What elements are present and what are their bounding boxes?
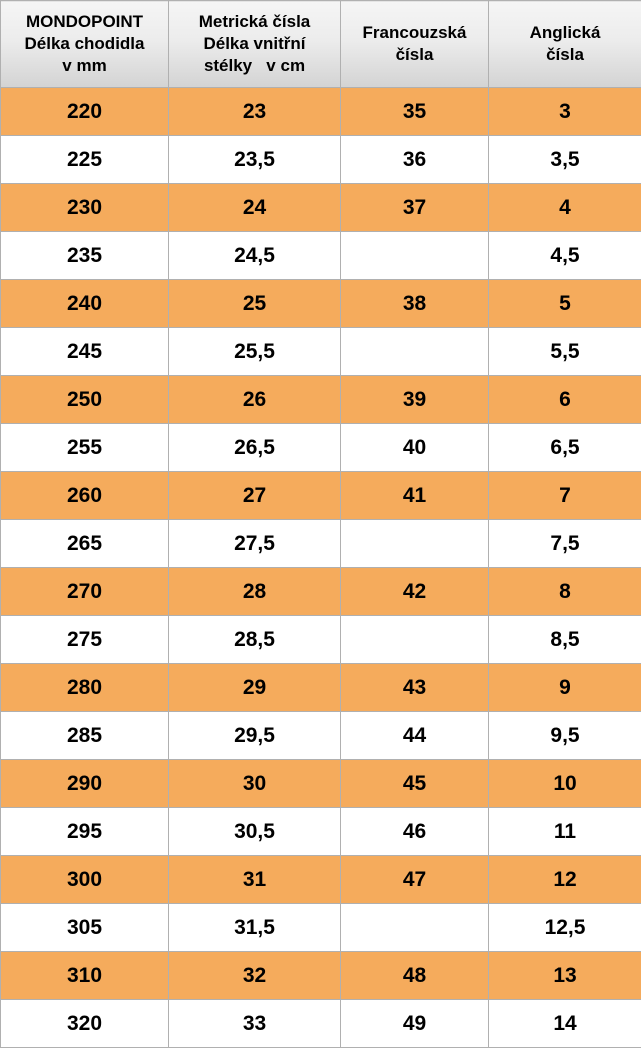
table-cell-r10-c1: 28 [169,568,341,616]
table-cell-r4-c2: 38 [341,280,489,328]
table-row [1,376,641,424]
table-cell-r6-c3: 6 [489,376,641,424]
table-cell-r16-c0: 300 [1,856,169,904]
table-row [1,616,641,664]
column-header-2-line-0: Francouzská [341,22,488,44]
table-cell-r8-c0: 260 [1,472,169,520]
column-header-3-line-0: Anglická [489,22,641,44]
table-cell-r18-c1: 32 [169,952,341,1000]
table-cell-r11-c1: 28,5 [169,616,341,664]
table-row [1,424,641,472]
table-row [1,328,641,376]
table-cell-r16-c3: 12 [489,856,641,904]
column-header-0-line-2: v mm [1,55,168,77]
table-cell-r0-c0: 220 [1,88,169,136]
table-cell-r5-c0: 245 [1,328,169,376]
table-cell-r15-c1: 30,5 [169,808,341,856]
table-cell-r3-c3: 4,5 [489,232,641,280]
table-row [1,904,641,952]
table-cell-r0-c2: 35 [341,88,489,136]
table-cell-r10-c2: 42 [341,568,489,616]
table-cell-r13-c3: 9,5 [489,712,641,760]
table-cell-r2-c0: 230 [1,184,169,232]
table-cell-r11-c3: 8,5 [489,616,641,664]
table-cell-r5-c2 [341,328,489,376]
table-cell-r7-c1: 26,5 [169,424,341,472]
table-row [1,568,641,616]
table-cell-r13-c2: 44 [341,712,489,760]
table-cell-r13-c0: 285 [1,712,169,760]
table-cell-r14-c3: 10 [489,760,641,808]
table-cell-r14-c0: 290 [1,760,169,808]
table-cell-r9-c1: 27,5 [169,520,341,568]
table-cell-r9-c0: 265 [1,520,169,568]
table-row [1,184,641,232]
table-cell-r12-c1: 29 [169,664,341,712]
column-header-1-line-2: stélky v cm [169,55,340,77]
table-cell-r7-c0: 255 [1,424,169,472]
table-cell-r1-c0: 225 [1,136,169,184]
table-row [1,88,641,136]
table-cell-r15-c2: 46 [341,808,489,856]
table-row [1,472,641,520]
table-cell-r8-c1: 27 [169,472,341,520]
table-cell-r2-c3: 4 [489,184,641,232]
table-cell-r19-c3: 14 [489,1000,641,1048]
column-header-2-line-1: čísla [341,44,488,66]
table-cell-r12-c3: 9 [489,664,641,712]
table-cell-r8-c2: 41 [341,472,489,520]
column-header-0-line-0: MONDOPOINT [1,11,168,33]
table-cell-r1-c3: 3,5 [489,136,641,184]
table-row [1,760,641,808]
table-cell-r0-c1: 23 [169,88,341,136]
table-cell-r14-c1: 30 [169,760,341,808]
table-row [1,952,641,1000]
table-cell-r11-c0: 275 [1,616,169,664]
table-row [1,856,641,904]
table-cell-r19-c0: 320 [1,1000,169,1048]
column-header-3-line-1: čísla [489,44,641,66]
table-cell-r6-c2: 39 [341,376,489,424]
table-cell-r4-c3: 5 [489,280,641,328]
table-header-row [1,1,641,88]
column-header-0 [1,1,169,88]
table-cell-r10-c3: 8 [489,568,641,616]
table-cell-r17-c2 [341,904,489,952]
table-row [1,280,641,328]
table-cell-r6-c0: 250 [1,376,169,424]
table-cell-r3-c0: 235 [1,232,169,280]
table-cell-r17-c0: 305 [1,904,169,952]
table-cell-r18-c0: 310 [1,952,169,1000]
table-cell-r0-c3: 3 [489,88,641,136]
table-cell-r11-c2 [341,616,489,664]
column-header-1-line-0: Metrická čísla [169,11,340,33]
table-cell-r15-c0: 295 [1,808,169,856]
table-cell-r16-c2: 47 [341,856,489,904]
table-cell-r15-c3: 11 [489,808,641,856]
table-cell-r3-c2 [341,232,489,280]
table-row [1,136,641,184]
table-cell-r14-c2: 45 [341,760,489,808]
column-header-2 [341,1,489,88]
table-cell-r10-c0: 270 [1,568,169,616]
table-cell-r16-c1: 31 [169,856,341,904]
table-cell-r3-c1: 24,5 [169,232,341,280]
table-body [1,88,641,1048]
column-header-0-line-1: Délka chodidla [1,33,168,55]
table-cell-r7-c3: 6,5 [489,424,641,472]
column-header-1 [169,1,341,88]
table-row [1,520,641,568]
table-cell-r9-c3: 7,5 [489,520,641,568]
column-header-3 [489,1,641,88]
table-row [1,664,641,712]
table-row [1,808,641,856]
table-cell-r18-c2: 48 [341,952,489,1000]
table-cell-r9-c2 [341,520,489,568]
table-cell-r1-c1: 23,5 [169,136,341,184]
table-cell-r5-c1: 25,5 [169,328,341,376]
table-row [1,232,641,280]
table-cell-r17-c1: 31,5 [169,904,341,952]
table-cell-r7-c2: 40 [341,424,489,472]
column-header-1-line-1: Délka vnitřní [169,33,340,55]
table-cell-r13-c1: 29,5 [169,712,341,760]
table-cell-r18-c3: 13 [489,952,641,1000]
table-cell-r2-c2: 37 [341,184,489,232]
table-cell-r19-c2: 49 [341,1000,489,1048]
table-cell-r12-c2: 43 [341,664,489,712]
table-cell-r2-c1: 24 [169,184,341,232]
table-cell-r4-c1: 25 [169,280,341,328]
table-cell-r1-c2: 36 [341,136,489,184]
table-header [1,1,641,88]
table-cell-r19-c1: 33 [169,1000,341,1048]
table-cell-r6-c1: 26 [169,376,341,424]
table-row [1,712,641,760]
table-cell-r17-c3: 12,5 [489,904,641,952]
table-cell-r8-c3: 7 [489,472,641,520]
table-cell-r4-c0: 240 [1,280,169,328]
table-cell-r12-c0: 280 [1,664,169,712]
table-cell-r5-c3: 5,5 [489,328,641,376]
